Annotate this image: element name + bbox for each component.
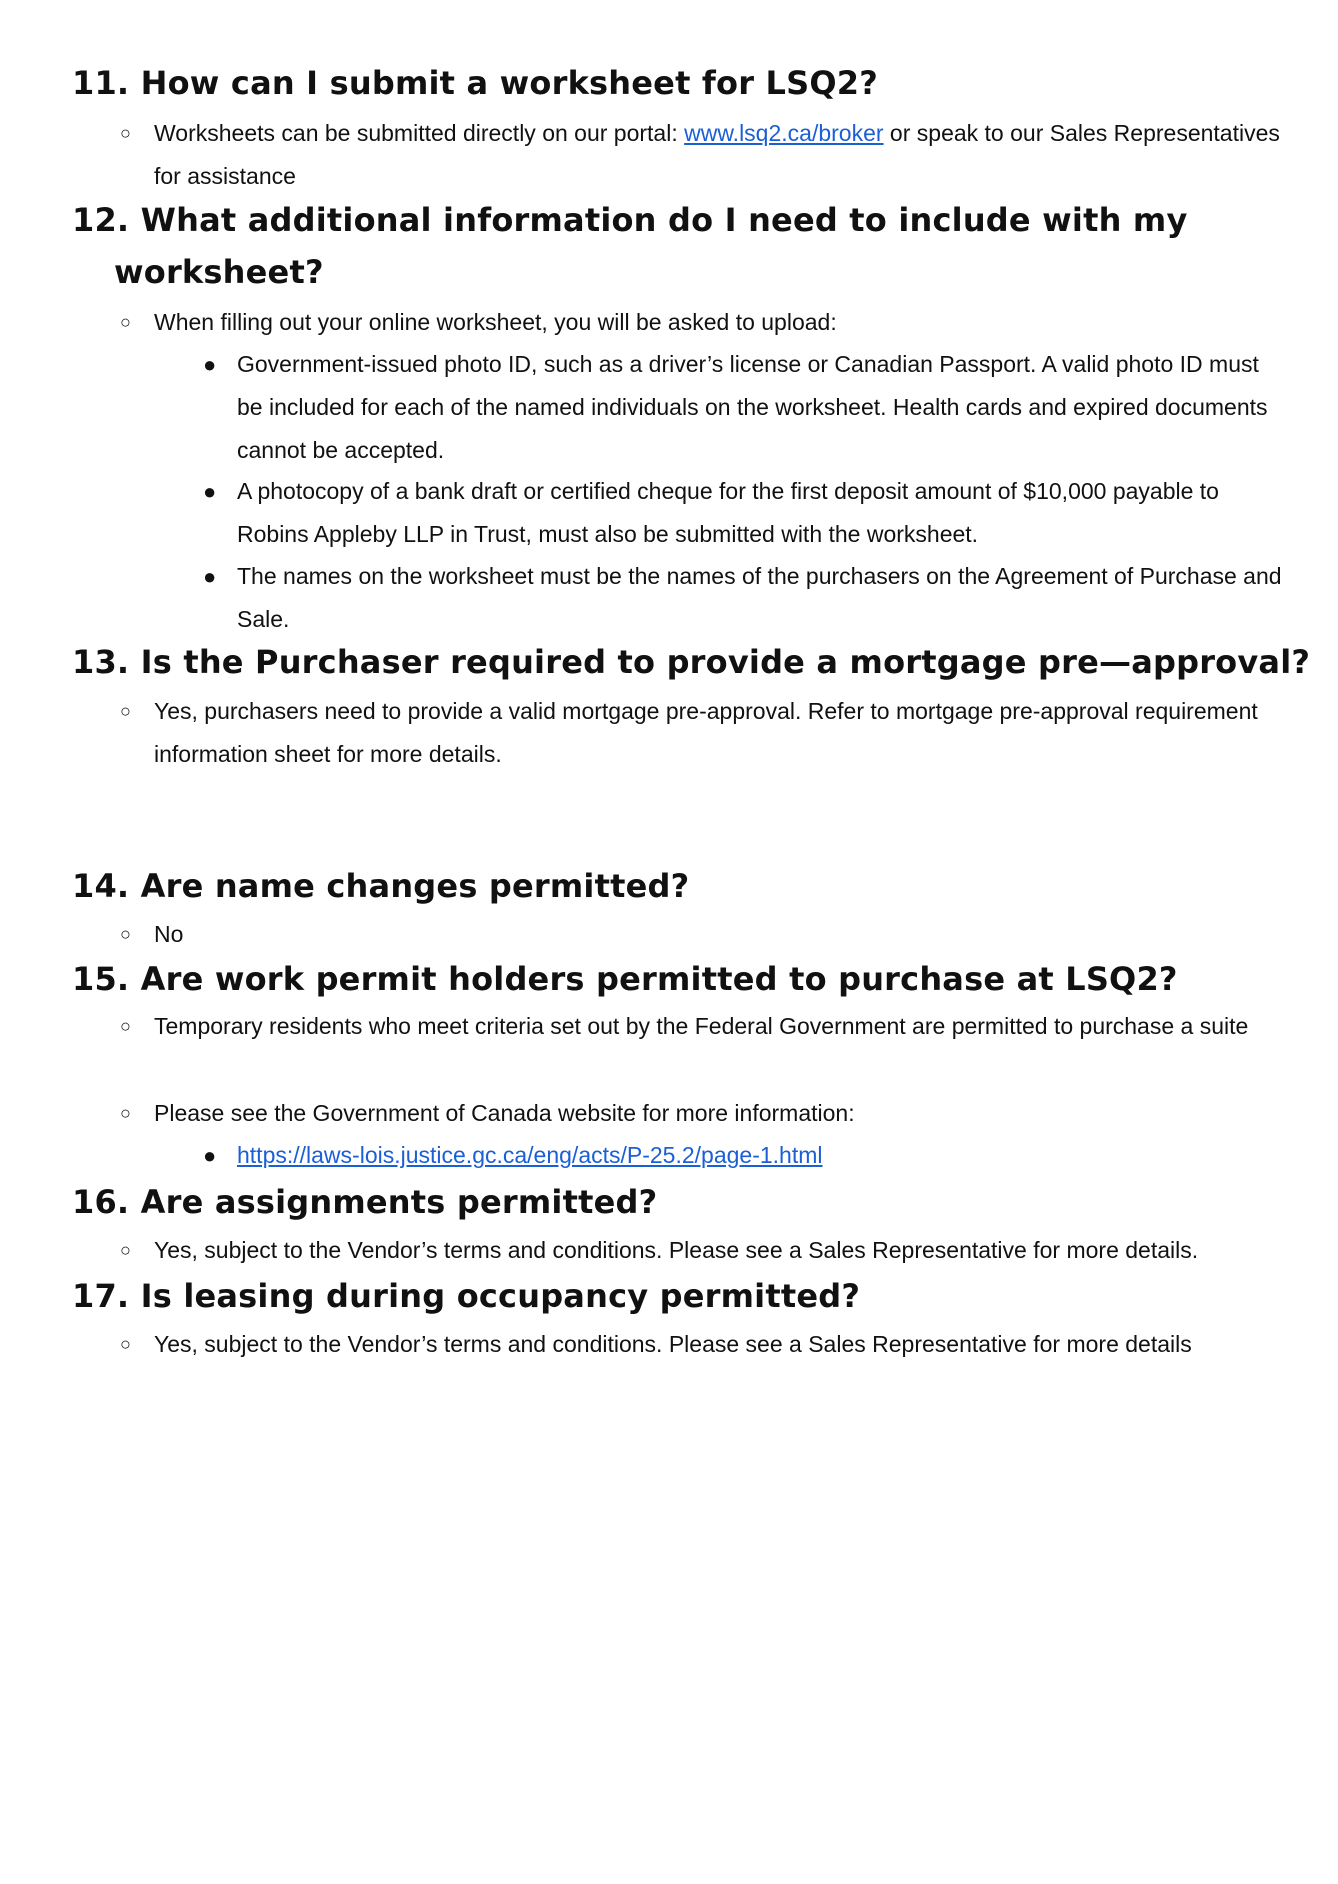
question-12-sub-item-1 <box>203 343 1283 472</box>
question-12-heading-line-1: 12. What additional information do I need to include with my <box>72 201 1188 239</box>
hollow-bullet-icon: ○ <box>120 701 131 721</box>
sub-item-text: A photocopy of a bank draft or certified cheque for the first deposit amount of $10,000 payable to Robins Appleby LLP in Trust, must also be submitted with the worksheet. <box>237 478 1219 547</box>
answer-text: Worksheets can be submitted directly on our portal: <box>154 120 685 146</box>
answer-text: No <box>154 921 184 947</box>
hollow-bullet-icon: ○ <box>120 1103 131 1123</box>
answer-text: Yes, subject to the Vendor’s terms and conditions. Please see a Sales Representative for more details <box>154 1331 1192 1357</box>
question-15-answer-1 <box>120 1005 1280 1048</box>
hollow-bullet-icon: ○ <box>120 1240 131 1260</box>
question-11-answer-1 <box>120 112 1280 198</box>
question-14-answer-1 <box>120 913 1280 956</box>
answer-text: or speak to our Sales Representatives for assistance <box>154 120 1280 189</box>
answer-text: Yes, purchasers need to provide a valid mortgage pre-approval. Refer to mortgage pre-approval requirement information sheet for more details. <box>154 698 1258 767</box>
question-17-heading: 17. Is leasing during occupancy permitted? <box>72 1277 861 1315</box>
question-17-answer-1 <box>120 1323 1280 1366</box>
question-15-answer-2 <box>120 1092 1280 1135</box>
answer-text: Yes, subject to the Vendor’s terms and conditions. Please see a Sales Representative for more details. <box>154 1237 1199 1263</box>
sub-item-text: The names on the worksheet must be the names of the purchasers on the Agreement of Purchase and Sale. <box>237 563 1282 632</box>
answer-text: When filling out your online worksheet, you will be asked to upload: <box>154 309 837 335</box>
hollow-bullet-icon: ○ <box>120 1334 131 1354</box>
question-16-answer-1 <box>120 1229 1280 1272</box>
filled-bullet-icon: ● <box>203 1143 217 1168</box>
question-16-heading: 16. Are assignments permitted? <box>72 1183 658 1221</box>
question-15-sub-item-1 <box>203 1134 1283 1177</box>
broker-portal-link[interactable]: www.lsq2.ca/broker <box>684 120 884 146</box>
filled-bullet-icon: ● <box>203 479 217 504</box>
question-12-heading <box>72 194 1188 298</box>
hollow-bullet-icon: ○ <box>120 123 131 143</box>
question-11-heading: 11. How can I submit a worksheet for LSQ2? <box>72 64 879 102</box>
question-12-sub-item-3 <box>203 555 1283 641</box>
answer-text: Temporary residents who meet criteria set out by the Federal Government are permitted to purchase a suite <box>154 1013 1249 1039</box>
government-act-link[interactable]: https://laws-lois.justice.gc.ca/eng/acts/P-25.2/page-1.html <box>237 1142 823 1168</box>
hollow-bullet-icon: ○ <box>120 1016 131 1036</box>
question-12-answer-1 <box>120 301 1280 344</box>
hollow-bullet-icon: ○ <box>120 312 131 332</box>
filled-bullet-icon: ● <box>203 564 217 589</box>
question-13-heading: 13. Is the Purchaser required to provide a mortgage pre—approval? <box>72 643 1311 681</box>
question-15-heading: 15. Are work permit holders permitted to purchase at LSQ2? <box>72 960 1178 998</box>
question-12-heading-line-2: worksheet? <box>114 253 324 291</box>
question-12-sub-item-2 <box>203 470 1283 556</box>
hollow-bullet-icon: ○ <box>120 924 131 944</box>
answer-text: Please see the Government of Canada website for more information: <box>154 1100 855 1126</box>
question-13-answer-1 <box>120 690 1280 776</box>
filled-bullet-icon: ● <box>203 352 217 377</box>
question-14-heading: 14. Are name changes permitted? <box>72 867 690 905</box>
sub-item-text: Government-issued photo ID, such as a driver’s license or Canadian Passport. A valid photo ID must be included for each of the named individuals on the worksheet. Health cards and expired documents cannot be accepted. <box>237 351 1268 463</box>
